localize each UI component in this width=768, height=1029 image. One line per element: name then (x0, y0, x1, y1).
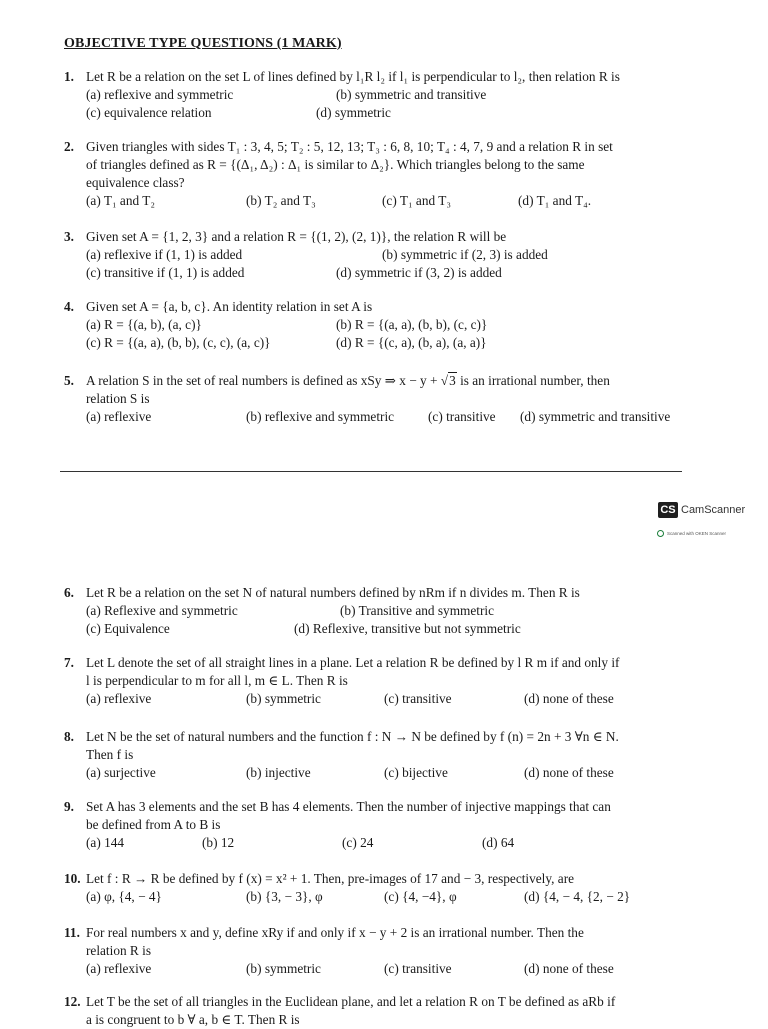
question-number: 8. (64, 729, 74, 744)
scanner-watermark (657, 530, 726, 537)
option-a: (a) R = {(a, b), (a, c)} (86, 317, 202, 332)
question-6 (64, 584, 696, 638)
option-a: (a) reflexive (86, 961, 152, 976)
question-text: For real numbers x and y, define xRy if and only if x − y + 2 is an irrational number. Then the (86, 925, 584, 940)
page-heading: OBJECTIVE TYPE QUESTIONS (1 MARK) (64, 36, 342, 51)
question-text: Let N be the set of natural numbers and the function f : N → N be defined by f (n) = 2n + 3 ∀n ∈ N. (86, 729, 619, 744)
question-text: of triangles defined as R = {(Δ₁, Δ₂) : Δ₁ is similar to Δ₂}. Which triangles belong to the same (86, 157, 585, 172)
option-b: (b) symmetric and transitive (336, 87, 487, 102)
option-c: (c) R = {(a, a), (b, b), (c, c), (a, c)} (86, 335, 271, 350)
question-text: Let R be a relation on the set L of lines defined by l₁R l₂ if l₁ is perpendicular to l₂, then relation R is (86, 69, 620, 84)
option-a: (a) T₁ and T₂ (86, 193, 155, 208)
option-c: (c) transitive (384, 961, 452, 976)
scanner-circle-icon (657, 530, 664, 537)
option-c: (c) bijective (384, 765, 448, 780)
option-b: (b) {3, − 3}, φ (246, 889, 323, 904)
option-a: (a) 144 (86, 835, 125, 850)
watermark-sub: Scanned with OKEN Scanner (667, 531, 727, 536)
option-c: (c) T₁ and T₃ (382, 193, 451, 208)
option-a: (a) surjective (86, 765, 156, 780)
question-4 (64, 298, 696, 352)
option-b: (b) Transitive and symmetric (340, 603, 495, 618)
question-text: Given triangles with sides T₁ : 3, 4, 5; T₂ : 5, 12, 13; T₃ : 6, 8, 10; T₄ : 4, 7, 9 and a relation R in set (86, 139, 613, 154)
question-number: 3. (64, 229, 74, 244)
question-text: Set A has 3 elements and the set B has 4 elements. Then the number of injective mappings that can (86, 799, 611, 814)
question-text: Let L denote the set of all straight lines in a plane. Let a relation R be defined by l R m if and only if (86, 655, 620, 670)
watermark-name: CamScanner (681, 504, 746, 516)
option-d: (d) symmetric and transitive (520, 409, 671, 424)
question-number: 5. (64, 373, 74, 388)
question-text: Let T be the set of all triangles in the Euclidean plane, and let a relation R on T be defined as aRb if (86, 994, 616, 1009)
question-number: 12. (64, 994, 81, 1009)
option-d: (d) symmetric if (3, 2) is added (336, 265, 502, 280)
option-d: (d) R = {(c, a), (b, a), (a, a)} (336, 335, 487, 350)
question-1 (64, 68, 696, 122)
question-number: 6. (64, 585, 74, 600)
option-b: (b) R = {(a, a), (b, b), (c, c)} (336, 317, 488, 332)
option-d: (d) symmetric (316, 105, 391, 120)
question-number: 2. (64, 139, 74, 154)
option-d: (d) T₁ and T₄. (518, 193, 592, 208)
question-text: a is congruent to b ∀ a, b ∈ T. Then R is (86, 1012, 300, 1027)
question-text: Given set A = {1, 2, 3} and a relation R = {(1, 2), (2, 1)}, the relation R will be (86, 229, 507, 244)
option-b: (b) symmetric if (2, 3) is added (382, 247, 548, 262)
option-b: (b) reflexive and symmetric (246, 409, 395, 424)
question-5 (64, 372, 696, 426)
option-d: (d) none of these (524, 765, 614, 780)
option-c: (c) 24 (342, 835, 374, 850)
option-a: (a) φ, {4, − 4} (86, 889, 162, 904)
camscanner-logo-icon: CS (658, 502, 678, 518)
option-c: (c) Equivalence (86, 621, 170, 636)
option-c: (c) {4, −4}, φ (384, 889, 457, 904)
question-2 (64, 138, 696, 210)
question-text-part: A relation S in the set of real numbers is defined as xSy ⇒ x − y + √ (86, 373, 449, 388)
option-d: (d) Reflexive, transitive but not symmetric (294, 621, 521, 636)
option-c: (c) transitive (428, 409, 496, 424)
option-c: (c) equivalence relation (86, 105, 212, 120)
question-number: 9. (64, 799, 74, 814)
question-text: be defined from A to B is (86, 817, 221, 832)
question-number: 10. (64, 871, 81, 886)
question-number: 4. (64, 299, 74, 314)
question-text: Let R be a relation on the set N of natural numbers defined by nRm if n divides m. Then R is (86, 585, 580, 600)
question-9 (64, 798, 696, 852)
option-a: (a) reflexive and symmetric (86, 87, 234, 102)
question-text: equivalence class? (86, 175, 185, 190)
option-b: (b) symmetric (246, 961, 321, 976)
option-b: (b) symmetric (246, 691, 321, 706)
question-text: Let f : R → R be defined by f (x) = x² + 1. Then, pre-images of 17 and − 3, respectively, are (86, 871, 575, 886)
option-c: (c) transitive if (1, 1) is added (86, 265, 245, 280)
option-d: (d) none of these (524, 691, 614, 706)
option-d: (d) 64 (482, 835, 515, 850)
option-a: (a) reflexive (86, 691, 152, 706)
option-d: (d) none of these (524, 961, 614, 976)
camscanner-watermark (658, 502, 745, 518)
question-number: 7. (64, 655, 74, 670)
question-text-part: is an irrational number, then (456, 373, 610, 388)
question-text (86, 372, 696, 390)
option-b: (b) T₂ and T₃ (246, 193, 316, 208)
question-text: relation R is (86, 943, 151, 958)
question-text: Given set A = {a, b, c}. An identity relation in set A is (86, 299, 373, 314)
divider (60, 471, 682, 472)
option-b: (b) 12 (202, 835, 235, 850)
radicand: 3 (449, 373, 456, 388)
option-d: (d) {4, − 4, {2, − 2} (524, 889, 631, 904)
question-number: 11. (64, 925, 80, 940)
option-c: (c) transitive (384, 691, 452, 706)
question-text: l is perpendicular to m for all l, m ∈ L. Then R is (86, 673, 348, 688)
option-b: (b) injective (246, 765, 311, 780)
option-a: (a) reflexive if (1, 1) is added (86, 247, 243, 262)
question-8 (64, 728, 696, 782)
question-10 (64, 870, 696, 906)
question-7 (64, 654, 696, 708)
question-3 (64, 228, 696, 282)
question-text: relation S is (86, 391, 150, 406)
option-a: (a) Reflexive and symmetric (86, 603, 238, 618)
question-text: Then f is (86, 747, 134, 762)
question-11 (64, 924, 696, 978)
question-number: 1. (64, 69, 74, 84)
option-a: (a) reflexive (86, 409, 152, 424)
